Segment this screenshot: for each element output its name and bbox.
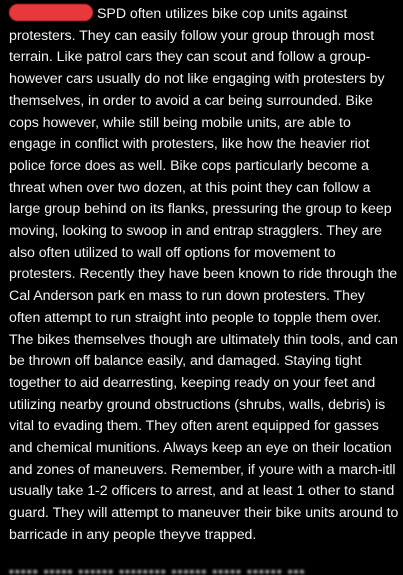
post-body-text: SPD often utilizes bike cop units against protesters. They can easily follow your group through most terrain. Like patrol cars they can scout and follow a group-however cars usually do not like engaging with protesters by themselves, in order to avoid a car being surrounded. Bike cops however, while still being mobile units, are able to engage in conflict with protesters, like how the heavier riot police force does as well. Bike cops particularly become a threat when over two dozen, at this point they can follow a large group behind on its flanks, pressuring the group to keep moving, looking to swoop in and entrap stragglers. They are also often utilized to wall off options for movement to protesters. Recently they have been known to ride through the Cal Anderson park en mass to run down protesters. They often attempt to run straight into people to topple them over. The bikes themselves though are ultimately thin tools, and can be thrown off balance easily, and damaged. Staying tight together to aid dearresting, keeping ready on your feet and utilizing nearby ground obstructions (shrubs, walls, debris) is vital to evading them. They often arent equipped for gasses and chemical munitions. Always keep an eye on their location and zones of maneuvers. Remember, if youre with a march-itll usually take 1-2 officers to arrest, and at least 1 other to stand guard. They will attempt to maneuver their bike units around to barricade in any people theyve trapped. [9, 6, 399, 543]
post-text-block [9, 4, 399, 547]
cutoff-next-line: ▪▪▪▪▪ ▪▪▪▪▪ ▪▪▪▪▪▪ ▪▪▪▪▪▪▪▪ ▪▪▪▪▪▪ ▪▪▪▪▪ ▪▪▪▪▪▪ ▪▪▪ [9, 563, 306, 575]
redacted-marker [9, 4, 93, 21]
